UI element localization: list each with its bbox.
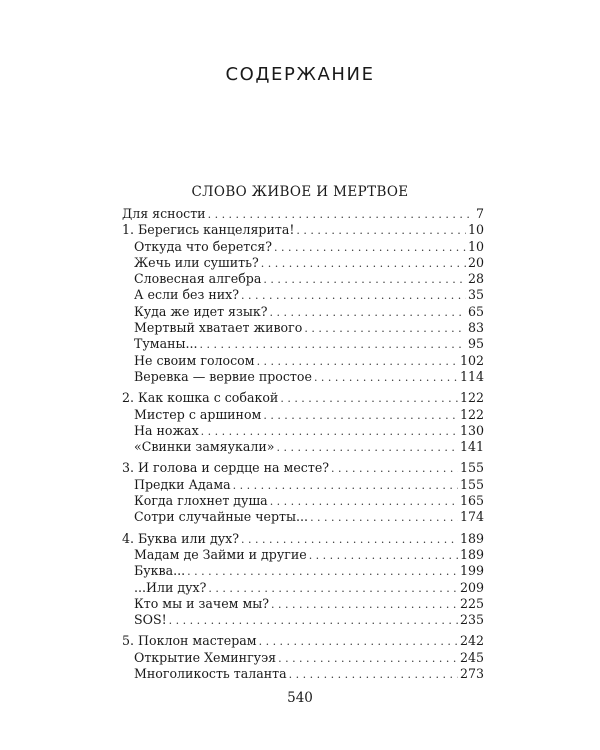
toc-page-number: 102: [459, 352, 484, 368]
toc-page-number: 20: [467, 254, 484, 270]
toc-subentry: [122, 596, 484, 612]
toc-subentry: [122, 563, 484, 579]
dot-leader: [263, 272, 466, 288]
toc-subentry: [122, 369, 484, 385]
toc-entry-title: ...Или дух?: [134, 579, 207, 595]
toc-subentry: [122, 580, 484, 596]
toc-subentry: [122, 423, 484, 439]
toc-entry: [122, 222, 484, 238]
toc-subentry: [122, 477, 484, 493]
toc-entry-title: Мистер с аршином: [134, 406, 262, 422]
toc-entry-title: Буква...: [134, 563, 186, 579]
dot-leader: [271, 597, 458, 613]
toc-page-number: 65: [467, 303, 484, 319]
dot-leader: [304, 321, 466, 337]
toc-subentry: [122, 407, 484, 423]
toc-subentry: [122, 547, 484, 563]
toc-page-number: 273: [459, 666, 484, 682]
toc-subentry: [122, 271, 484, 287]
toc-subentry: [122, 439, 484, 455]
dot-leader: [257, 354, 458, 370]
dot-leader: [208, 581, 458, 597]
toc-page-number: 209: [459, 579, 484, 595]
toc-entry: [122, 633, 484, 649]
toc-subentry: [122, 304, 484, 320]
dot-leader: [289, 667, 458, 683]
toc-page-number: 235: [459, 612, 484, 628]
toc-entry-title: 1. Берегись канцелярита!: [122, 222, 295, 238]
toc-page-number: 122: [459, 390, 484, 406]
toc-entry: [122, 390, 484, 406]
toc-page-number: 95: [467, 336, 484, 352]
dot-leader: [331, 461, 458, 477]
toc-entry: [122, 206, 484, 222]
dot-leader: [310, 510, 458, 526]
toc-entry-title: Многоликость таланта: [134, 666, 287, 682]
toc-subentry: [122, 612, 484, 628]
toc-page-number: 225: [459, 595, 484, 611]
toc-subentry: [122, 353, 484, 369]
toc-subentry: [122, 239, 484, 255]
dot-leader: [261, 256, 466, 272]
toc-page-number: 165: [459, 493, 484, 509]
toc-entry-title: Веревка — вервие простое: [134, 368, 312, 384]
dot-leader: [241, 532, 458, 548]
dot-leader: [270, 494, 458, 510]
dot-leader: [277, 440, 458, 456]
toc-entry-title: «Свинки замяукали»: [134, 439, 275, 455]
toc-page-number: 10: [467, 238, 484, 254]
dot-leader: [270, 305, 466, 321]
toc-entry-title: Кто мы и зачем мы?: [134, 595, 270, 611]
toc-page-number: 10: [467, 222, 484, 238]
toc-entry-title: Не своим голосом: [134, 352, 255, 368]
toc-entry-title: Открытие Хемингуэя: [134, 649, 277, 665]
dot-leader: [233, 478, 458, 494]
table-of-contents: [122, 206, 484, 682]
toc-entry-title: 5. Поклон мастерам: [122, 633, 257, 649]
toc-entry-title: 3. И голова и сердце на месте?: [122, 460, 330, 476]
toc-page-number: 28: [467, 271, 484, 287]
dot-leader: [241, 288, 466, 304]
toc-entry-title: Куда же идет язык?: [134, 303, 268, 319]
toc-page-number: 7: [475, 206, 484, 221]
toc-subentry: [122, 666, 484, 682]
toc-page-number: 35: [467, 287, 484, 303]
toc-subentry: [122, 336, 484, 352]
dot-leader: [278, 651, 458, 667]
toc-entry-title: Словесная алгебра: [134, 271, 262, 287]
toc-subentry: [122, 493, 484, 509]
toc-entry-title: На ножах: [134, 422, 199, 438]
toc-entry-title: Туманы...: [134, 336, 198, 352]
toc-subentry: [122, 509, 484, 525]
toc-page-number: 141: [459, 439, 484, 455]
toc-entry-title: Мадам де Займи и другие: [134, 546, 307, 562]
toc-entry-title: Жечь или сушить?: [134, 254, 259, 270]
dot-leader: [314, 370, 458, 386]
dot-leader: [259, 634, 458, 650]
toc-entry-title: SOS!: [134, 612, 167, 628]
toc-page-number: 155: [459, 476, 484, 492]
toc-page-number: 189: [459, 546, 484, 562]
toc-page-number: 114: [459, 368, 484, 384]
toc-subentry: [122, 255, 484, 271]
page-title: СОДЕРЖАНИЕ: [225, 64, 375, 85]
toc-subentry: [122, 650, 484, 666]
toc-page-number: 199: [459, 563, 484, 579]
toc-page-number: 174: [459, 509, 484, 525]
toc-entry-title: Для ясности: [122, 206, 206, 221]
dot-leader: [263, 408, 458, 424]
toc-page-number: 83: [467, 320, 484, 336]
dot-leader: [201, 424, 458, 440]
dot-leader: [296, 223, 466, 239]
toc-entry-title: А если без них?: [134, 287, 239, 303]
toc-page-number: 189: [459, 530, 484, 546]
dot-leader: [187, 564, 458, 580]
toc-subentry: [122, 320, 484, 336]
toc-entry-title: 2. Как кошка с собакой: [122, 390, 279, 406]
dot-leader: [274, 240, 466, 256]
toc-page-number: 130: [459, 422, 484, 438]
toc-page-number: 122: [459, 406, 484, 422]
toc-entry: [122, 531, 484, 547]
toc-entry-title: Сотри случайные черты...: [134, 509, 309, 525]
toc-page-number: 245: [459, 649, 484, 665]
page-number: 540: [287, 690, 313, 706]
toc-entry-title: Мертвый хватает живого: [134, 320, 303, 336]
toc-entry-title: Когда глохнет душа: [134, 493, 268, 509]
section-title: СЛОВО ЖИВОЕ И МЕРТВОЕ: [191, 184, 409, 200]
toc-page-number: 242: [459, 633, 484, 649]
dot-leader: [169, 613, 458, 629]
dot-leader: [309, 548, 458, 564]
toc-page-number: 155: [459, 460, 484, 476]
toc-subentry: [122, 287, 484, 303]
toc-entry: [122, 460, 484, 476]
toc-entry-title: 4. Буква или дух?: [122, 530, 239, 546]
dot-leader: [208, 207, 474, 223]
toc-entry-title: Предки Адама: [134, 476, 231, 492]
toc-entry-title: Откуда что берется?: [134, 238, 272, 254]
dot-leader: [200, 337, 466, 353]
dot-leader: [280, 391, 458, 407]
